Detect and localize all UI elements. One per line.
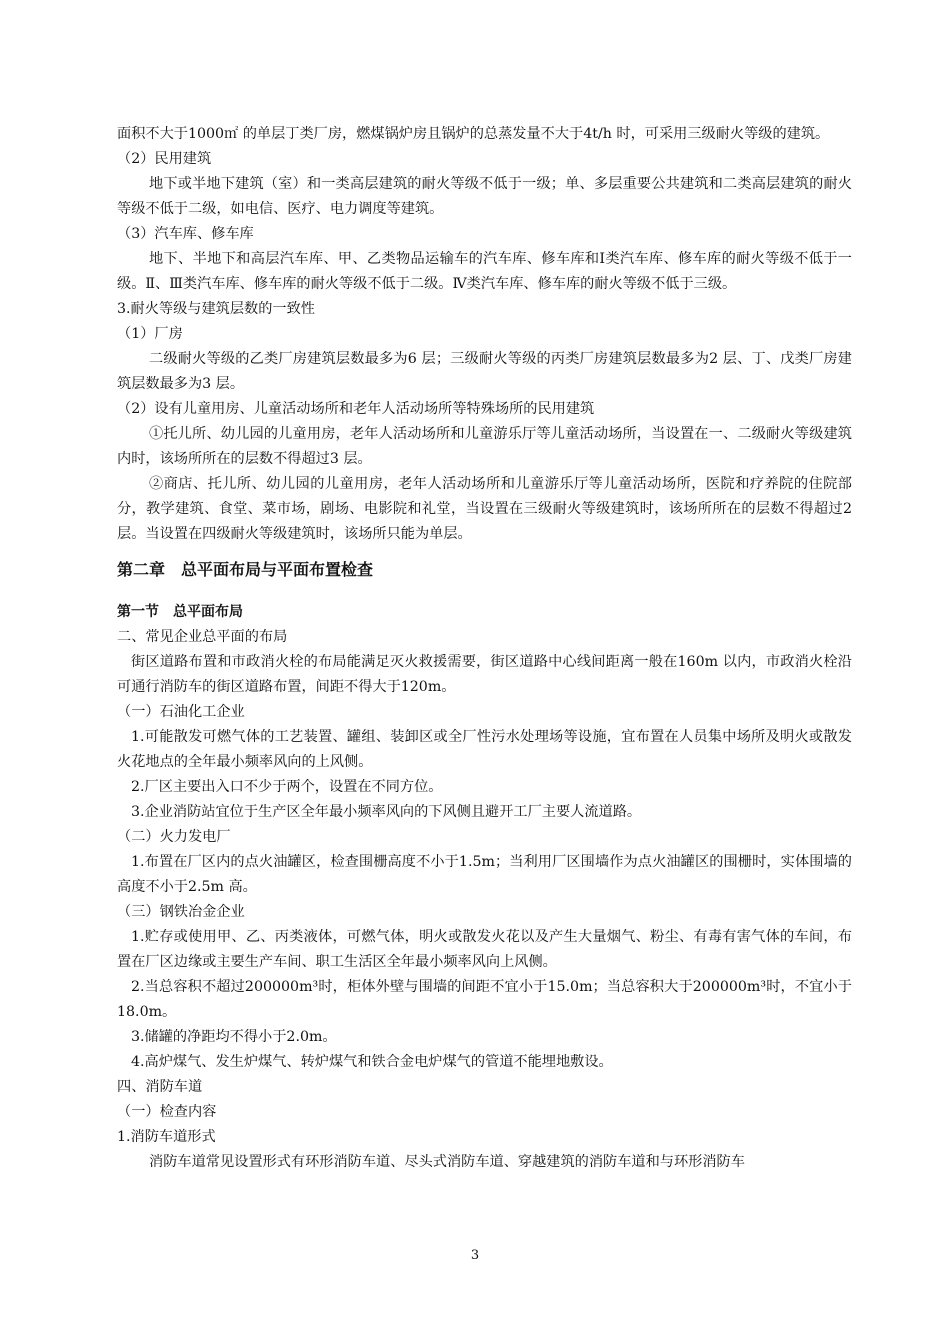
list-item: 1.贮存或使用甲、乙、丙类液体，可燃气体，明火或散发火花以及产生大量烟气、粉尘、有毒有害气体的车间，布置在厂区边缘或主要生产车间、职工生活区全年最小频率风向上风侧。 bbox=[117, 929, 852, 970]
list-item: 3.企业消防站宜位于生产区全年最小频率风向的下风侧且避开工厂主要人流道路。 bbox=[131, 804, 642, 820]
paragraph: 消防车道常见设置形式有环形消防车道、尽头式消防车道、穿越建筑的消防车道和与环形消防车 bbox=[149, 1154, 745, 1170]
chapter-heading: 第二章 总平面布局与平面布置检查 bbox=[117, 560, 374, 579]
subheading-civil-buildings: （2）民用建筑 bbox=[117, 151, 212, 167]
paragraph: 二级耐火等级的乙类厂房建筑层数最多为6 层；三级耐火等级的丙类厂房建筑层数最多为2 层、丁、戊类厂房建筑层数最多为3 层。 bbox=[117, 351, 852, 392]
subheading-factories: （1）厂房 bbox=[117, 326, 183, 342]
paragraph: 地下或半地下建筑（室）和一类高层建筑的耐火等级不低于一级；单、多层重要公共建筑和二类高层建筑的耐火等级不低于二级，如电信、医疗、电力调度等建筑。 bbox=[117, 176, 852, 217]
numbered-heading: 3.耐火等级与建筑层数的一致性 bbox=[117, 301, 315, 317]
paragraph: 地下、半地下和高层汽车库、甲、乙类物品运输车的汽车库、修车库和Ⅰ类汽车库、修车库的耐火等级不低于一级。Ⅱ、Ⅲ类汽车库、修车库的耐火等级不低于二级。Ⅳ类汽车库、修车库的耐火等级不低于三级。 bbox=[117, 251, 852, 292]
subheading-garages: （3）汽车库、修车库 bbox=[117, 226, 254, 242]
paragraph: ②商店、托儿所、幼儿园的儿童用房，老年人活动场所和儿童游乐厅等儿童活动场所，医院和疗养院的住院部分，教学建筑、食堂、菜市场，剧场、电影院和礼堂，当设置在三级耐火等级建筑时，该场所所在的层数不得超过2 层。当设置在四级耐火等级建筑时，该场所只能为单层。 bbox=[117, 476, 852, 542]
list-item: 3.储罐的净距均不得小于2.0m。 bbox=[131, 1029, 337, 1045]
list-item: 1.布置在厂区内的点火油罐区，检查围栅高度不小于1.5m；当利用厂区围墙作为点火油罐区的围栅时，实体围墙的高度不小于2.5m 高。 bbox=[117, 854, 852, 895]
subheading-petrochemical: （一）石油化工企业 bbox=[117, 704, 245, 720]
section-heading: 第一节 总平面布局 bbox=[117, 604, 243, 620]
subheading-power-plant: （二）火力发电厂 bbox=[117, 829, 231, 845]
paragraph: 街区道路布置和市政消火栓的布局能满足灭火救援需要，街区道路中心线间距离一般在160m 以内，市政消火栓沿可通行消防车的街区道路布置，间距不得大于120m。 bbox=[117, 654, 852, 695]
list-item: 2.厂区主要出入口不少于两个，设置在不同方位。 bbox=[131, 779, 443, 795]
list-item: 1.可能散发可燃气体的工艺装置、罐组、装卸区或全厂性污水处理场等设施，宜布置在人员集中场所及明火或散发火花地点的全年最小频率风向的上风侧。 bbox=[117, 729, 852, 770]
document-body bbox=[117, 122, 852, 1175]
list-item: 4.高炉煤气、发生炉煤气、转炉煤气和铁合金电炉煤气的管道不能埋地敷设。 bbox=[131, 1054, 613, 1070]
numbered-heading: 二、常见企业总平面的布局 bbox=[117, 629, 288, 645]
list-item: 2.当总容积不超过200000m³时，柜体外壁与围墙的间距不宜小于15.0m；当总容积大于200000m³时，不宜小于18.0m。 bbox=[117, 979, 852, 1020]
paragraph: 面积不大于1000㎡ 的单层丁类厂房，燃煤锅炉房且锅炉的总蒸发量不大于4t/h 时，可采用三级耐火等级的建筑。 bbox=[117, 126, 830, 142]
subheading-special-venues: （2）设有儿童用房、儿童活动场所和老年人活动场所等特殊场所的民用建筑 bbox=[117, 401, 595, 417]
subheading-steel: （三）钢铁冶金企业 bbox=[117, 904, 245, 920]
numbered-heading: 四、消防车道 bbox=[117, 1079, 203, 1095]
page-number: 3 bbox=[470, 1248, 480, 1263]
numbered-heading: 1.消防车道形式 bbox=[117, 1129, 216, 1145]
subheading-inspection: （一）检查内容 bbox=[117, 1104, 217, 1120]
paragraph: ①托儿所、幼儿园的儿童用房，老年人活动场所和儿童游乐厅等儿童活动场所，当设置在一、二级耐火等级建筑内时，该场所所在的层数不得超过3 层。 bbox=[117, 426, 852, 467]
